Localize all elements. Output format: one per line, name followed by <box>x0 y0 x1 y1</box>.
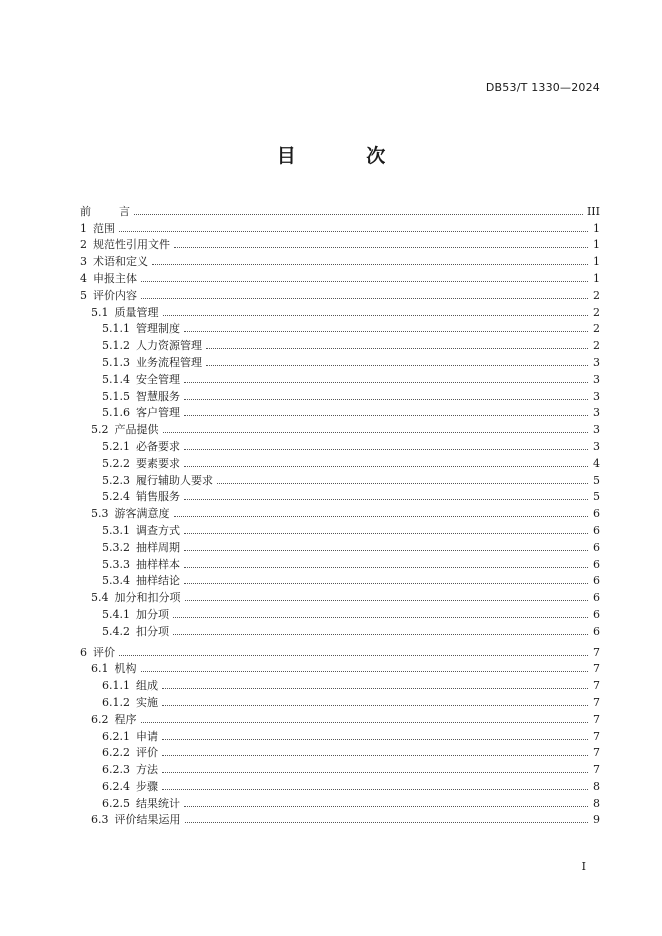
toc-entry-page: 7 <box>593 645 600 659</box>
dot-leader <box>184 466 588 467</box>
toc-entry-number: 5.4.1 <box>102 607 130 621</box>
toc-entry[interactable] <box>80 386 600 403</box>
toc-entry-page: 3 <box>593 439 600 453</box>
toc-entry-title <box>91 662 137 675</box>
toc-entry-title <box>80 205 130 218</box>
dot-leader <box>141 281 588 282</box>
dot-leader <box>162 772 588 773</box>
toc-entry-title <box>102 696 158 709</box>
dot-leader <box>134 214 583 215</box>
toc-entry[interactable] <box>80 218 600 235</box>
toc-entry[interactable] <box>80 759 600 776</box>
dot-leader <box>206 348 588 349</box>
toc-entry-label: 产品提供 <box>114 423 159 437</box>
page-number: I <box>581 860 586 873</box>
toc-entry-title <box>102 780 158 793</box>
toc-entry-title <box>102 541 180 554</box>
toc-entry-page: 2 <box>593 339 600 353</box>
toc-entry-label: 方法 <box>136 763 158 777</box>
dot-leader <box>184 806 588 807</box>
toc-entry-number: 1 <box>80 221 87 235</box>
dot-leader <box>162 755 588 756</box>
toc-entry-label: 范围 <box>93 221 115 235</box>
toc-entry-title <box>102 373 180 386</box>
toc-entry-number: 6.3 <box>91 813 109 827</box>
toc-entry-number: 5.3.4 <box>102 574 130 588</box>
toc-entry-label: 管理制度 <box>136 322 180 336</box>
toc-entry[interactable] <box>80 776 600 793</box>
toc-entry-label: 质量管理 <box>114 305 159 319</box>
toc-entry[interactable] <box>80 675 600 692</box>
toc-entry-number: 5.4 <box>91 591 109 605</box>
toc-entry-page: 7 <box>593 679 600 693</box>
toc-entry-label: 加分项 <box>136 607 169 621</box>
toc-entry-label: 规范性引用文件 <box>93 238 170 252</box>
toc-entry-page: 6 <box>593 523 600 537</box>
dot-leader <box>162 688 588 689</box>
dot-leader <box>162 789 588 790</box>
toc-entry-page: 2 <box>593 288 600 302</box>
toc-entry-title <box>80 646 115 659</box>
toc-entry-label: 抽样样本 <box>136 557 180 571</box>
toc-entry-title <box>80 222 115 235</box>
toc-entry-title <box>80 289 137 302</box>
toc-entry-page: 9 <box>593 813 600 827</box>
toc-entry-label: 申请 <box>136 729 158 743</box>
toc-entry[interactable] <box>80 709 600 726</box>
dot-leader <box>184 583 588 584</box>
toc-entry-title <box>102 679 158 692</box>
toc-entry-page: 3 <box>593 372 600 386</box>
toc-entry-page: 7 <box>593 729 600 743</box>
toc-entry-page: 5 <box>593 473 600 487</box>
toc-entry-label: 结果统计 <box>136 796 180 810</box>
dot-leader <box>184 499 588 500</box>
toc-entry-number: 5.3.2 <box>102 540 130 554</box>
toc-entry-title <box>102 746 158 759</box>
dot-leader <box>185 600 589 601</box>
toc-entry[interactable] <box>80 810 600 827</box>
toc-entry-title <box>102 457 180 470</box>
dot-leader <box>184 550 588 551</box>
dot-leader <box>119 655 588 656</box>
toc-entry-number: 6.1.2 <box>102 695 130 709</box>
toc-entry-number: 5.1 <box>91 305 109 319</box>
toc-entry-label: 加分和扣分项 <box>114 591 181 605</box>
dot-leader <box>141 671 589 672</box>
dot-leader <box>184 449 588 450</box>
toc-entry-label: 要素要求 <box>136 456 180 470</box>
toc-entry[interactable] <box>80 743 600 760</box>
toc-entry-number: 5.2.1 <box>102 439 130 453</box>
toc-entry-title <box>102 730 158 743</box>
dot-leader <box>184 415 588 416</box>
toc-entry-number: 6 <box>80 645 87 659</box>
toc-entry-page: 3 <box>593 389 600 403</box>
toc-entry-title <box>102 474 213 487</box>
toc-entry[interactable] <box>80 235 600 252</box>
toc-entry[interactable] <box>80 436 600 453</box>
dot-leader <box>185 822 589 823</box>
toc-entry-page: 7 <box>593 695 600 709</box>
toc-entry-number: 6.2.1 <box>102 729 130 743</box>
toc-entry-number: 5.2.3 <box>102 473 130 487</box>
toc-entry-number: 4 <box>80 271 87 285</box>
toc-entry-page: 7 <box>593 712 600 726</box>
toc-entry-title <box>80 238 170 251</box>
toc-entry-label: 销售服务 <box>136 490 180 504</box>
toc-entry[interactable] <box>80 201 600 218</box>
toc-entry[interactable] <box>80 554 600 571</box>
toc-entry-number: 3 <box>80 255 87 269</box>
toc-entry-title <box>80 255 148 268</box>
toc-entry-page: 3 <box>593 406 600 420</box>
toc-entry-label: 步骤 <box>136 779 158 793</box>
toc-entry[interactable] <box>80 659 600 676</box>
toc-entry[interactable] <box>80 726 600 743</box>
toc-entry[interactable] <box>80 251 600 268</box>
toc-entry-title <box>102 625 169 638</box>
toc-entry-page: 6 <box>593 607 600 621</box>
toc-entry-title <box>102 608 169 621</box>
toc-entry-number: 5 <box>80 288 87 302</box>
toc-entry-label: 评价 <box>136 746 158 760</box>
toc-entry-label: 评价内容 <box>93 288 137 302</box>
toc-entry-page: 6 <box>593 557 600 571</box>
toc-entry-page: 5 <box>593 490 600 504</box>
toc-entry-number: 6.1.1 <box>102 679 130 693</box>
toc-entry-number: 5.1.3 <box>102 355 130 369</box>
toc-entry-title <box>102 558 180 571</box>
toc-entry-page: 8 <box>593 796 600 810</box>
toc-entry-page: 3 <box>593 355 600 369</box>
toc-entry-number: 6.1 <box>91 662 109 676</box>
toc-entry[interactable] <box>80 302 600 319</box>
dot-leader <box>217 483 588 484</box>
toc-entry-number: 5.1.5 <box>102 389 130 403</box>
dot-leader <box>184 399 588 400</box>
toc-entry-page: 8 <box>593 779 600 793</box>
toc-entry-title <box>102 339 202 352</box>
toc-entry-label: 游客满意度 <box>114 507 170 521</box>
toc-entry-title <box>91 423 159 436</box>
dot-leader <box>184 331 588 332</box>
toc-entry-label: 调查方式 <box>136 523 180 537</box>
toc-entry-number: 6.2 <box>91 712 109 726</box>
toc-entry[interactable] <box>80 587 600 604</box>
dot-leader <box>163 432 589 433</box>
toc-entry-label: 抽样周期 <box>136 540 180 554</box>
toc-entry[interactable] <box>80 520 600 537</box>
toc-entry-number: 5.1.4 <box>102 372 130 386</box>
toc-entry-page: 7 <box>593 763 600 777</box>
toc-entry-label: 抽样结论 <box>136 574 180 588</box>
dot-leader <box>206 365 588 366</box>
toc-entry-title <box>102 322 180 335</box>
toc-entry-title <box>102 440 180 453</box>
toc-entry-number: 6.2.2 <box>102 746 130 760</box>
toc-entry-title <box>102 574 180 587</box>
dot-leader <box>163 315 589 316</box>
toc-entry-label: 安全管理 <box>136 372 180 386</box>
toc-entry-page: 2 <box>593 322 600 336</box>
toc-entry-number: 5.3.3 <box>102 557 130 571</box>
toc-entry-number: 5.3.1 <box>102 523 130 537</box>
toc-entry-label: 程序 <box>114 712 137 726</box>
dot-leader <box>173 617 588 618</box>
toc-entry-title <box>91 713 137 726</box>
toc-entry-page: III <box>586 204 600 218</box>
toc-entry-number: 5.2.2 <box>102 456 130 470</box>
toc-entry-label: 扣分项 <box>136 624 169 638</box>
toc-entry-number: 5.2 <box>91 423 109 437</box>
toc-entry-title <box>91 591 181 604</box>
toc-entry-page: 6 <box>593 507 600 521</box>
toc-entry[interactable] <box>80 285 600 302</box>
toc-entry-label: 必备要求 <box>136 439 180 453</box>
toc-entry[interactable] <box>80 403 600 420</box>
toc-entry[interactable] <box>80 487 600 504</box>
toc-entry[interactable] <box>80 419 600 436</box>
toc-entry-title <box>102 797 180 810</box>
toc-entry-number: 2 <box>80 238 87 252</box>
toc-entry[interactable] <box>80 621 600 638</box>
toc-entry-page: 1 <box>593 255 600 269</box>
toc-entry-title <box>102 390 180 403</box>
toc-entry[interactable] <box>80 537 600 554</box>
toc-entry-title <box>91 507 170 520</box>
toc-entry-page: 3 <box>593 423 600 437</box>
toc-entry-label: 申报主体 <box>93 271 137 285</box>
toc-entry-number: 5.2.4 <box>102 490 130 504</box>
toc-entry-label: 评价 <box>93 645 115 659</box>
toc-entry[interactable] <box>80 793 600 810</box>
toc-entry-label: 评价结果运用 <box>114 813 181 827</box>
toc-entry-title <box>102 356 202 369</box>
toc-entry-page: 4 <box>593 456 600 470</box>
toc-entry[interactable] <box>80 335 600 352</box>
toc-entry[interactable] <box>80 369 600 386</box>
dot-leader <box>162 705 588 706</box>
dot-leader <box>152 264 588 265</box>
toc-entry[interactable] <box>80 319 600 336</box>
toc-entry-page: 7 <box>593 662 600 676</box>
toc-entry-page: 1 <box>593 238 600 252</box>
dot-leader <box>141 722 589 723</box>
toc-entry[interactable] <box>80 352 600 369</box>
toc-entry-number: 6.2.4 <box>102 779 130 793</box>
dot-leader <box>184 567 588 568</box>
toc-entry-title <box>91 306 159 319</box>
table-of-contents <box>80 201 600 826</box>
toc-entry-title <box>102 763 158 776</box>
toc-entry-label: 机构 <box>114 662 137 676</box>
toc-entry-label: 人力资源管理 <box>136 339 202 353</box>
toc-entry-page: 6 <box>593 540 600 554</box>
toc-entry-label: 智慧服务 <box>136 389 180 403</box>
toc-entry-page: 6 <box>593 574 600 588</box>
toc-entry[interactable] <box>80 268 600 285</box>
toc-entry-number: 5.1.6 <box>102 406 130 420</box>
toc-entry[interactable] <box>80 642 600 659</box>
dot-leader <box>174 516 589 517</box>
toc-entry[interactable] <box>80 571 600 588</box>
dot-leader <box>174 247 588 248</box>
dot-leader <box>173 634 588 635</box>
toc-entry-page: 1 <box>593 221 600 235</box>
toc-entry-title <box>102 406 180 419</box>
toc-entry-label: 业务流程管理 <box>136 355 202 369</box>
dot-leader <box>119 231 588 232</box>
toc-entry-number: 5.4.2 <box>102 624 130 638</box>
toc-entry-label: 客户管理 <box>136 406 180 420</box>
toc-entry-label: 术语和定义 <box>93 255 148 269</box>
toc-entry-page: 6 <box>593 624 600 638</box>
toc-entry-page: 1 <box>593 271 600 285</box>
toc-entry-label: 履行辅助人要求 <box>136 473 213 487</box>
toc-entry[interactable] <box>80 692 600 709</box>
toc-entry-number: 5.1.1 <box>102 322 130 336</box>
toc-entry-label: 前 言 <box>80 204 130 218</box>
toc-entry-title <box>91 813 181 826</box>
toc-entry-page: 7 <box>593 746 600 760</box>
toc-entry-title <box>80 272 137 285</box>
toc-entry-number: 6.2.5 <box>102 796 130 810</box>
toc-entry-title <box>102 490 180 503</box>
toc-entry[interactable] <box>80 604 600 621</box>
toc-entry[interactable] <box>80 470 600 487</box>
toc-entry[interactable] <box>80 453 600 470</box>
toc-entry-label: 实施 <box>136 695 158 709</box>
toc-entry-label: 组成 <box>136 679 158 693</box>
toc-entry-number: 5.1.2 <box>102 339 130 353</box>
dot-leader <box>184 533 588 534</box>
standard-code: DB53/T 1330—2024 <box>485 81 600 94</box>
dot-leader <box>141 298 588 299</box>
toc-entry-title <box>102 524 180 537</box>
toc-entry-number: 6.2.3 <box>102 763 130 777</box>
toc-entry-page: 6 <box>593 591 600 605</box>
dot-leader <box>162 739 588 740</box>
toc-entry[interactable] <box>80 503 600 520</box>
dot-leader <box>184 382 588 383</box>
page-title: 目 次 <box>276 145 418 167</box>
toc-entry-page: 2 <box>593 305 600 319</box>
toc-entry-number: 5.3 <box>91 507 109 521</box>
